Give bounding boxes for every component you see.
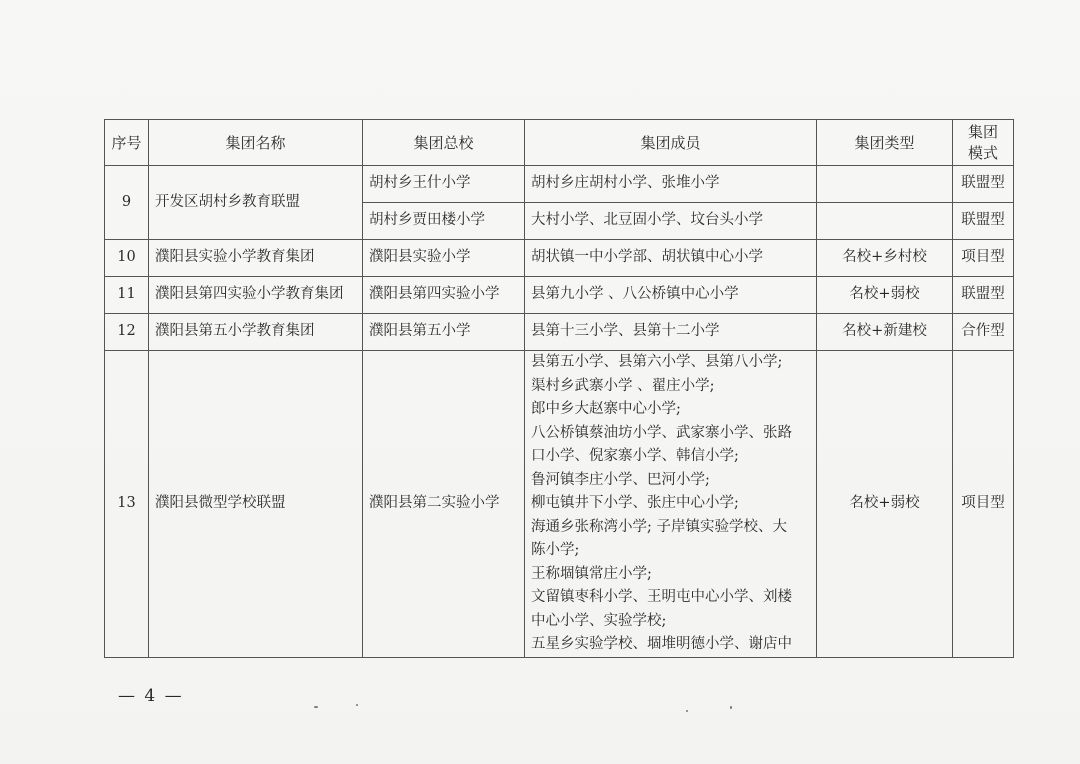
row-members: 胡状镇一中小学部、胡状镇中心小学	[525, 240, 817, 277]
row-no: 10	[105, 240, 149, 277]
scan-speck	[730, 706, 732, 709]
row-main-school: 濮阳县第四实验小学	[363, 277, 525, 314]
row-no: 11	[105, 277, 149, 314]
page-number: — 4 —	[118, 686, 184, 706]
row-group-name: 濮阳县微型学校联盟	[149, 351, 363, 658]
table-header-row	[105, 120, 1014, 166]
row-mode: 联盟型	[953, 277, 1014, 314]
member-line: 海通乡张称湾小学; 子岸镇实验学校、大	[531, 518, 787, 535]
member-line: 中心小学、实验学校;	[531, 612, 667, 629]
row-type	[817, 203, 953, 240]
member-line: 郎中乡大赵寨中心小学;	[531, 401, 681, 417]
member-line: 文留镇枣科小学、王明屯中心小学、刘楼	[531, 589, 792, 605]
member-line: 八公桥镇蔡油坊小学、武家寨小学、张路	[531, 424, 792, 441]
row-members: 大村小学、北豆固小学、坟台头小学	[525, 203, 817, 240]
member-line: 五星乡实验学校、堌堆明德小学、谢店中	[531, 636, 792, 652]
header-group-name: 集团名称	[149, 120, 363, 166]
row-no: 9	[105, 166, 149, 240]
row-mode: 联盟型	[953, 203, 1014, 240]
row-type: 名校+新建校	[817, 314, 953, 351]
row-main-school: 胡村乡王什小学	[363, 166, 525, 203]
header-main-school: 集团总校	[363, 120, 525, 166]
table-row	[105, 277, 1014, 314]
header-members: 集团成员	[525, 120, 817, 166]
table-row	[105, 240, 1014, 277]
row-group-name: 濮阳县第四实验小学教育集团	[149, 277, 363, 314]
row-type: 名校+弱校	[817, 277, 953, 314]
header-no: 序号	[105, 120, 149, 166]
row-group-name: 濮阳县实验小学教育集团	[149, 240, 363, 277]
header-mode: 集团 模式	[953, 120, 1014, 166]
row-main-school: 濮阳县实验小学	[363, 240, 525, 277]
row-members: 县第九小学 、八公桥镇中心小学	[525, 277, 817, 314]
member-lines	[531, 351, 810, 657]
row-no: 13	[105, 351, 149, 658]
row-no: 12	[105, 314, 149, 351]
scan-speck	[686, 710, 688, 712]
member-line: 王称堌镇常庄小学;	[531, 565, 652, 582]
row-mode: 合作型	[953, 314, 1014, 351]
table-row	[105, 351, 1014, 658]
member-line: 鲁河镇李庄小学、巴河小学;	[531, 471, 710, 488]
scan-speck	[356, 704, 358, 706]
member-line: 口小学、倪家寨小学、韩信小学;	[531, 448, 739, 464]
row-group-name: 开发区胡村乡教育联盟	[149, 166, 363, 240]
row-type	[817, 166, 953, 203]
table-row	[105, 166, 1014, 203]
table-row	[105, 314, 1014, 351]
row-type: 名校+弱校	[817, 351, 953, 658]
row-main-school: 胡村乡贾田楼小学	[363, 203, 525, 240]
row-members: 县第十三小学、县第十二小学	[525, 314, 817, 351]
row-main-school: 濮阳县第五小学	[363, 314, 525, 351]
member-line: 县第五小学、县第六小学、县第八小学;	[531, 354, 783, 370]
row-main-school: 濮阳县第二实验小学	[363, 351, 525, 658]
school-group-table	[104, 119, 1014, 658]
row-group-name: 濮阳县第五小学教育集团	[149, 314, 363, 351]
row-mode: 联盟型	[953, 166, 1014, 203]
row-members: 胡村乡庄胡村小学、张堆小学	[525, 166, 817, 203]
row-members	[525, 351, 817, 658]
row-mode: 项目型	[953, 351, 1014, 658]
member-line: 渠村乡武寨小学 、翟庄小学;	[531, 377, 715, 394]
row-mode: 项目型	[953, 240, 1014, 277]
header-type: 集团类型	[817, 120, 953, 166]
member-line: 陈小学;	[531, 542, 580, 558]
member-line: 柳屯镇井下小学、张庄中心小学;	[531, 495, 739, 511]
scan-speck	[314, 706, 318, 708]
row-type: 名校+乡村校	[817, 240, 953, 277]
